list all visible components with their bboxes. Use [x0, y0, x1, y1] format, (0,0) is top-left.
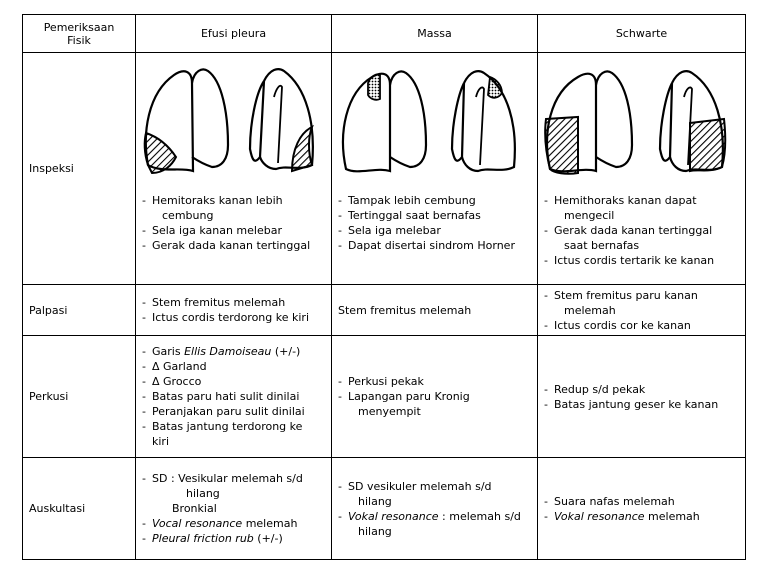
list-item: - Lapangan paru Kronig [338, 390, 470, 403]
list-item: - Batas jantung geser ke kanan [544, 397, 719, 411]
lungs-massa-illustration [332, 53, 538, 191]
list-item: - SD vesikuler melemah s/d [338, 479, 492, 493]
physical-exam-table [22, 14, 746, 560]
list-auskultasi-efusi [136, 471, 331, 546]
cell-inspeksi-efusi [136, 53, 332, 285]
cell-auskultasi-efusi [136, 458, 332, 560]
list-item: cembung [162, 209, 214, 222]
row-auskultasi [23, 458, 746, 560]
list-item: - Sela iga melebar [338, 224, 441, 237]
list-inspeksi-massa [332, 193, 537, 253]
list-item: hilang [358, 494, 392, 508]
list-palpasi-efusi [136, 295, 331, 325]
list-item: - Batas jantung terdorong ke [142, 420, 303, 433]
list-item: - Δ Grocco [142, 375, 202, 388]
list-item: - Perkusi pekak [338, 375, 424, 388]
list-inspeksi-schwarte [538, 193, 745, 268]
list-item: saat bernafas [564, 239, 640, 252]
list-item: - Stem fremitus paru kanan [544, 288, 698, 302]
list-item: kiri [152, 435, 170, 448]
list-item: - Pleural friction rub (+/-) [142, 532, 283, 545]
list-item: - Stem fremitus melemah [142, 296, 286, 309]
list-perkusi-massa [332, 374, 537, 419]
header-pemeriksaan-line2: Fisik [67, 33, 91, 47]
list-item: - Batas paru hati sulit dinilai [142, 390, 300, 403]
cell-perkusi-schwarte [538, 336, 746, 458]
list-item: - Vokal resonance : melemah s/d [338, 509, 521, 523]
header-efusi-pleura: Efusi pleura [136, 15, 332, 53]
list-item: hilang [358, 524, 392, 538]
cell-inspeksi-schwarte [538, 53, 746, 285]
list-item: - Ictus cordis tertarik ke kanan [544, 254, 715, 267]
lungs-efusi-illustration [136, 53, 332, 191]
list-item: - Suara nafas melemah [544, 494, 675, 508]
list-item: hilang [186, 487, 220, 500]
cell-perkusi-massa [332, 336, 538, 458]
list-item: mengecil [564, 209, 615, 222]
list-palpasi-schwarte [538, 288, 745, 333]
cell-inspeksi-massa [332, 53, 538, 285]
label-perkusi: Perkusi [23, 336, 136, 458]
row-palpasi [23, 285, 746, 336]
text-palpasi-massa: Stem fremitus melemah [338, 303, 472, 317]
list-item: - Hemitoraks kanan lebih [142, 194, 283, 207]
header-schwarte: Schwarte [538, 15, 746, 53]
list-inspeksi-efusi [136, 193, 331, 253]
list-item: Bronkial [172, 502, 217, 515]
list-item: - Ictus cordis terdorong ke kiri [142, 311, 310, 324]
cell-palpasi-massa [332, 285, 538, 336]
header-massa: Massa [332, 15, 538, 53]
list-item: - Hemithoraks kanan dapat [544, 194, 697, 207]
header-pemeriksaan-line1: Pemeriksaan [43, 20, 115, 34]
cell-perkusi-efusi [136, 336, 332, 458]
list-item: - Ictus cordis cor ke kanan [544, 318, 691, 332]
row-inspeksi [23, 53, 746, 285]
list-item: - Dapat disertai sindrom Horner [338, 239, 515, 252]
list-item: - Vokal resonance melemah [544, 509, 700, 523]
label-palpasi: Palpasi [23, 285, 136, 336]
list-item: - Redup s/d pekak [544, 382, 646, 396]
list-item: menyempit [358, 405, 421, 418]
list-auskultasi-massa [332, 479, 537, 539]
list-item: - SD : Vesikular melemah s/d [142, 472, 303, 485]
label-auskultasi: Auskultasi [23, 458, 136, 560]
label-inspeksi: Inspeksi [23, 53, 136, 285]
list-item: - Peranjakan paru sulit dinilai [142, 405, 305, 418]
cell-auskultasi-schwarte [538, 458, 746, 560]
list-item: - Tampak lebih cembung [338, 194, 476, 207]
cell-palpasi-efusi [136, 285, 332, 336]
list-item: - Sela iga kanan melebar [142, 224, 282, 237]
lungs-schwarte-illustration [538, 53, 746, 191]
header-pemeriksaan [23, 15, 136, 53]
row-perkusi [23, 336, 746, 458]
list-item: melemah [564, 303, 616, 317]
cell-auskultasi-massa [332, 458, 538, 560]
list-item: - Garis Ellis Damoiseau (+/-) [142, 345, 301, 358]
list-item: - Δ Garland [142, 360, 207, 373]
list-perkusi-efusi [136, 344, 331, 449]
list-item: - Gerak dada kanan tertinggal [544, 224, 713, 237]
list-item: - Vocal resonance melemah [142, 517, 298, 530]
list-item: - Gerak dada kanan tertinggal [142, 239, 311, 252]
list-item: - Tertinggal saat bernafas [338, 209, 481, 222]
list-auskultasi-schwarte [538, 494, 745, 524]
list-perkusi-schwarte [538, 382, 745, 412]
cell-palpasi-schwarte [538, 285, 746, 336]
header-row [23, 15, 746, 53]
